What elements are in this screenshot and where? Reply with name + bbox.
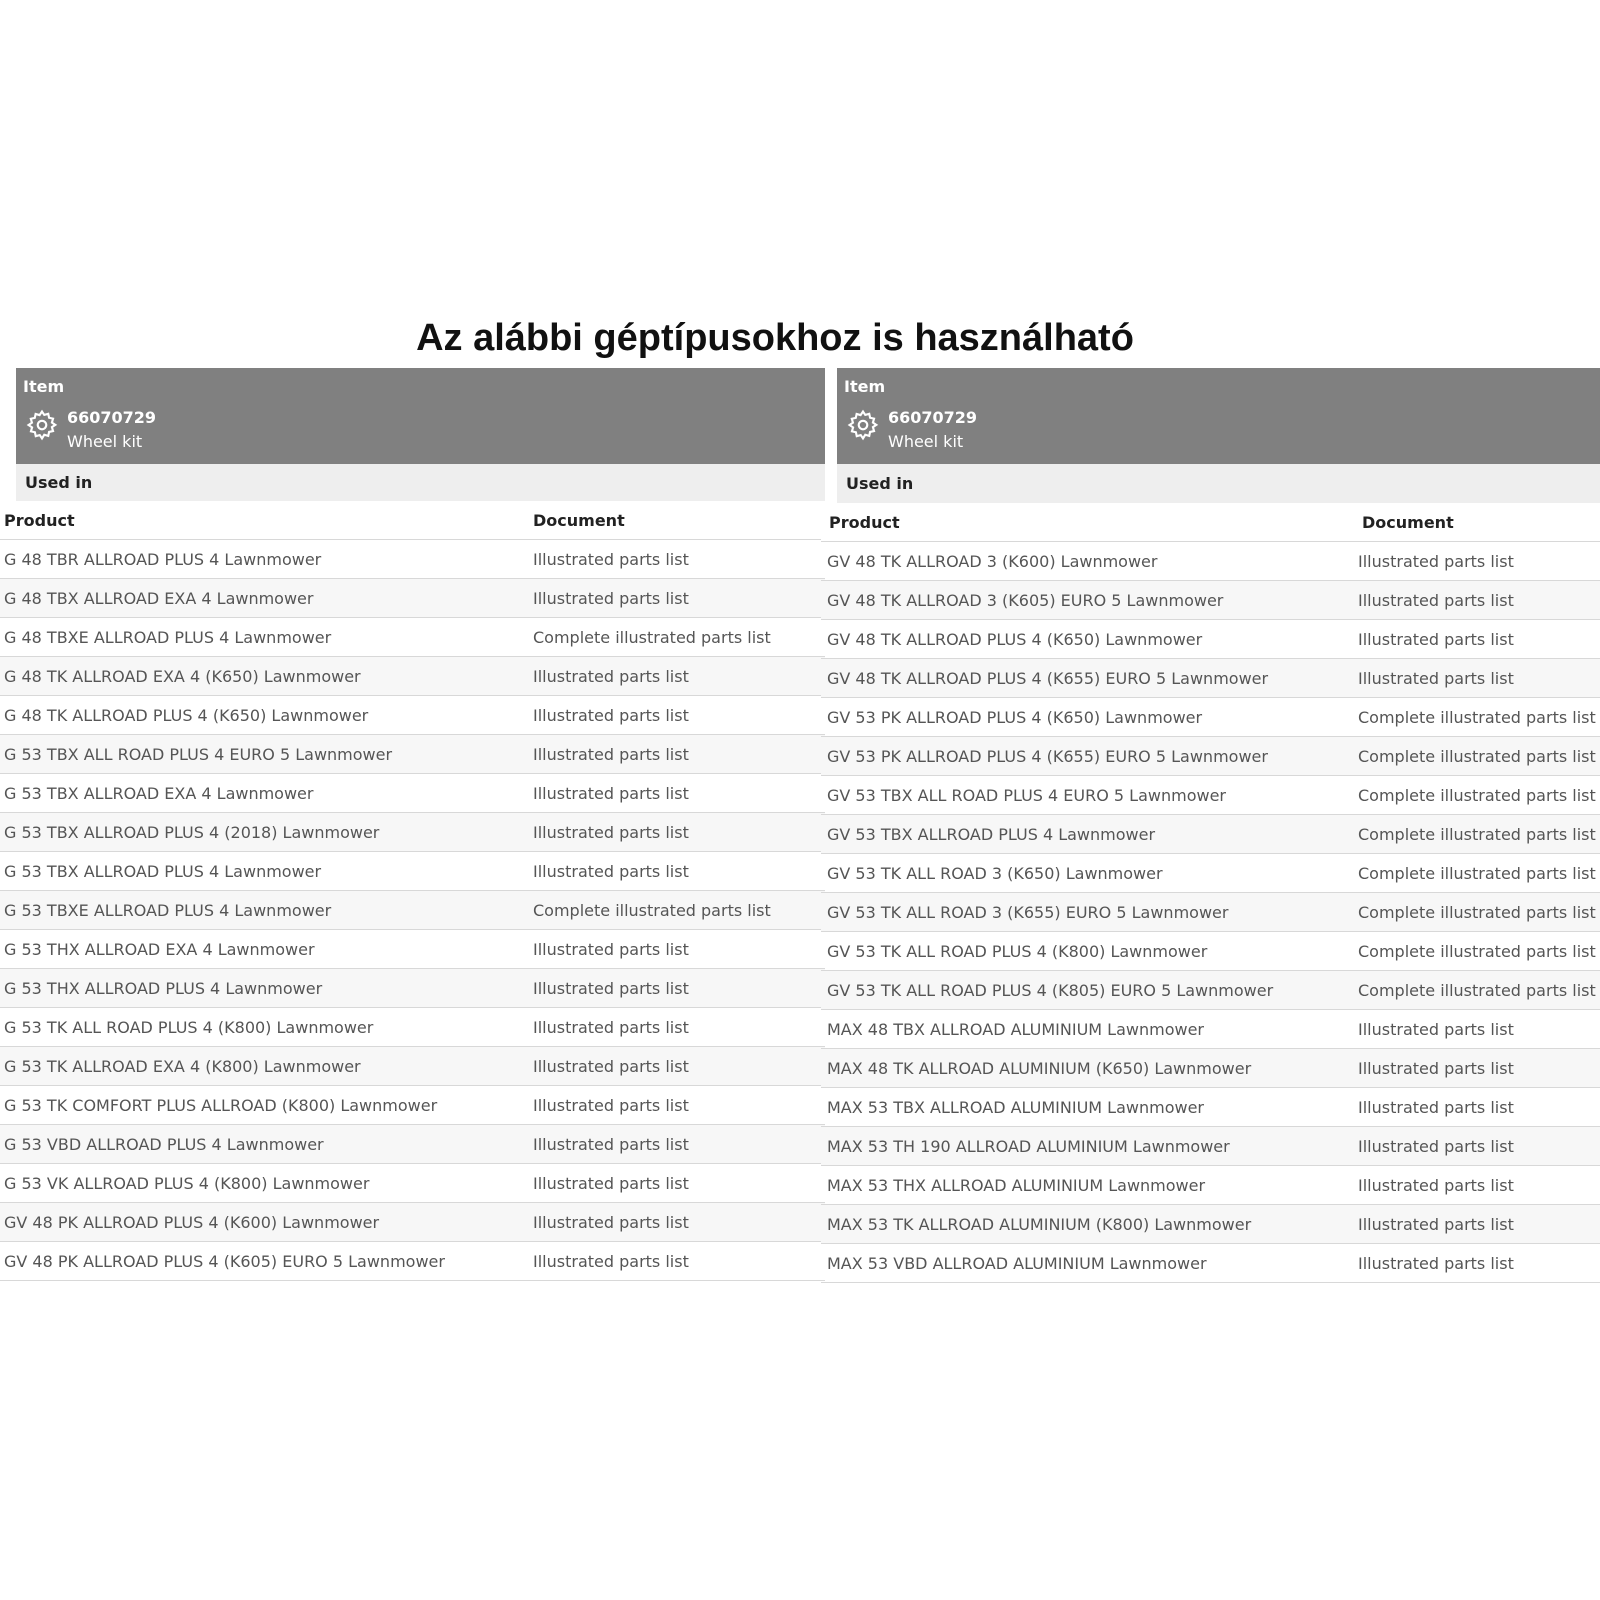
used-in-heading: Used in	[16, 464, 825, 501]
document-link[interactable]: Complete illustrated parts list	[1354, 893, 1600, 932]
document-link[interactable]: Illustrated parts list	[529, 657, 825, 696]
product-link[interactable]: G 53 TBX ALL ROAD PLUS 4 EURO 5 Lawnmower	[0, 735, 529, 774]
item-description: Wheel kit	[67, 432, 143, 451]
used-in-heading: Used in	[837, 464, 1600, 503]
document-link[interactable]: Illustrated parts list	[529, 540, 825, 579]
document-link[interactable]: Illustrated parts list	[1354, 659, 1600, 698]
table-row	[0, 1242, 825, 1281]
item-header	[837, 368, 1600, 464]
product-link[interactable]: G 53 TK ALL ROAD PLUS 4 (K800) Lawnmower	[0, 1008, 529, 1047]
item-header	[16, 368, 825, 464]
document-link[interactable]: Illustrated parts list	[1354, 581, 1600, 620]
product-link[interactable]: GV 53 TBX ALLROAD PLUS 4 Lawnmower	[821, 815, 1354, 854]
document-link[interactable]: Illustrated parts list	[1354, 1205, 1600, 1244]
table-row	[821, 1205, 1600, 1244]
used-in-table	[0, 501, 825, 1281]
document-link[interactable]: Illustrated parts list	[529, 1164, 825, 1203]
table-row	[821, 1127, 1600, 1166]
product-link[interactable]: GV 48 TK ALLROAD 3 (K605) EURO 5 Lawnmower	[821, 581, 1354, 620]
table-row	[821, 893, 1600, 932]
document-link[interactable]: Illustrated parts list	[529, 1047, 825, 1086]
product-link[interactable]: GV 48 TK ALLROAD PLUS 4 (K650) Lawnmower	[821, 620, 1354, 659]
table-row	[821, 815, 1600, 854]
document-link[interactable]: Illustrated parts list	[1354, 1049, 1600, 1088]
document-link[interactable]: Illustrated parts list	[529, 1008, 825, 1047]
gear-icon	[25, 408, 59, 442]
product-link[interactable]: MAX 53 THX ALLROAD ALUMINIUM Lawnmower	[821, 1166, 1354, 1205]
document-link[interactable]: Illustrated parts list	[1354, 1244, 1600, 1283]
product-link[interactable]: GV 53 TK ALL ROAD PLUS 4 (K800) Lawnmower	[821, 932, 1354, 971]
document-link[interactable]: Illustrated parts list	[1354, 1127, 1600, 1166]
item-number: 66070729	[888, 408, 978, 427]
table-row	[0, 657, 825, 696]
document-link[interactable]: Illustrated parts list	[529, 930, 825, 969]
product-link[interactable]: MAX 53 TBX ALLROAD ALUMINIUM Lawnmower	[821, 1088, 1354, 1127]
document-link[interactable]: Illustrated parts list	[1354, 1166, 1600, 1205]
document-link[interactable]: Illustrated parts list	[529, 696, 825, 735]
table-row	[821, 1010, 1600, 1049]
table-row	[821, 776, 1600, 815]
table-row	[0, 735, 825, 774]
table-row	[821, 542, 1600, 581]
page-title: Az alábbi géptípusokhoz is használható	[416, 317, 1134, 359]
document-column-header: Document	[1354, 503, 1600, 542]
document-link[interactable]: Illustrated parts list	[529, 774, 825, 813]
table-row	[0, 1047, 825, 1086]
product-link[interactable]: MAX 53 VBD ALLROAD ALUMINIUM Lawnmower	[821, 1244, 1354, 1283]
table-row	[0, 1203, 825, 1242]
document-link[interactable]: Illustrated parts list	[529, 1203, 825, 1242]
product-link[interactable]: G 48 TK ALLROAD EXA 4 (K650) Lawnmower	[0, 657, 529, 696]
product-link[interactable]: MAX 53 TK ALLROAD ALUMINIUM (K800) Lawnmower	[821, 1205, 1354, 1244]
product-link[interactable]: G 53 VK ALLROAD PLUS 4 (K800) Lawnmower	[0, 1164, 529, 1203]
product-link[interactable]: GV 48 PK ALLROAD PLUS 4 (K600) Lawnmower	[0, 1203, 529, 1242]
product-link[interactable]: GV 48 TK ALLROAD PLUS 4 (K655) EURO 5 Lawnmower	[821, 659, 1354, 698]
table-row	[0, 774, 825, 813]
item-label: Item	[23, 377, 65, 396]
product-link[interactable]: G 48 TBX ALLROAD EXA 4 Lawnmower	[0, 579, 529, 618]
table-row	[0, 540, 825, 579]
table-row	[821, 1049, 1600, 1088]
document-link[interactable]: Illustrated parts list	[529, 1242, 825, 1281]
used-in-panel-left	[0, 368, 825, 1281]
table-row	[0, 579, 825, 618]
table-row	[821, 971, 1600, 1010]
table-row	[0, 618, 825, 657]
table-row	[0, 813, 825, 852]
table-row	[821, 854, 1600, 893]
gear-icon	[846, 408, 880, 442]
document-link[interactable]: Complete illustrated parts list	[1354, 971, 1600, 1010]
product-link[interactable]: G 48 TBR ALLROAD PLUS 4 Lawnmower	[0, 540, 529, 579]
document-link[interactable]: Illustrated parts list	[1354, 620, 1600, 659]
document-link[interactable]: Illustrated parts list	[529, 579, 825, 618]
product-link[interactable]: G 53 TBXE ALLROAD PLUS 4 Lawnmower	[0, 891, 529, 930]
table-row	[821, 581, 1600, 620]
used-in-table	[821, 503, 1600, 1283]
product-link[interactable]: MAX 48 TBX ALLROAD ALUMINIUM Lawnmower	[821, 1010, 1354, 1049]
document-link[interactable]: Complete illustrated parts list	[1354, 815, 1600, 854]
table-row	[821, 932, 1600, 971]
document-link[interactable]: Complete illustrated parts list	[529, 891, 825, 930]
document-link[interactable]: Complete illustrated parts list	[1354, 776, 1600, 815]
document-link[interactable]: Illustrated parts list	[529, 735, 825, 774]
table-row	[0, 696, 825, 735]
product-link[interactable]: GV 53 PK ALLROAD PLUS 4 (K655) EURO 5 Lawnmower	[821, 737, 1354, 776]
document-link[interactable]: Illustrated parts list	[1354, 1088, 1600, 1127]
document-link[interactable]: Illustrated parts list	[1354, 1010, 1600, 1049]
table-row	[821, 698, 1600, 737]
product-link[interactable]: MAX 53 TH 190 ALLROAD ALUMINIUM Lawnmower	[821, 1127, 1354, 1166]
product-link[interactable]: G 48 TBXE ALLROAD PLUS 4 Lawnmower	[0, 618, 529, 657]
product-link[interactable]: G 48 TK ALLROAD PLUS 4 (K650) Lawnmower	[0, 696, 529, 735]
product-link[interactable]: GV 53 TK ALL ROAD PLUS 4 (K805) EURO 5 Lawnmower	[821, 971, 1354, 1010]
product-link[interactable]: G 53 VBD ALLROAD PLUS 4 Lawnmower	[0, 1125, 529, 1164]
used-in-panel-right	[821, 368, 1600, 1283]
table-row	[821, 1088, 1600, 1127]
table-row	[0, 930, 825, 969]
document-link[interactable]: Complete illustrated parts list	[1354, 932, 1600, 971]
document-link[interactable]: Complete illustrated parts list	[1354, 737, 1600, 776]
product-column-header: Product	[821, 503, 1354, 542]
table-row	[821, 1244, 1600, 1283]
product-link[interactable]: G 53 TBX ALLROAD EXA 4 Lawnmower	[0, 774, 529, 813]
item-number: 66070729	[67, 408, 157, 427]
table-row	[821, 620, 1600, 659]
product-link[interactable]: G 53 TBX ALLROAD PLUS 4 Lawnmower	[0, 852, 529, 891]
table-row	[0, 1125, 825, 1164]
table-row	[0, 1008, 825, 1047]
item-description: Wheel kit	[888, 432, 964, 451]
table-row	[821, 1166, 1600, 1205]
document-link[interactable]: Complete illustrated parts list	[1354, 698, 1600, 737]
product-link[interactable]: GV 48 TK ALLROAD 3 (K600) Lawnmower	[821, 542, 1354, 581]
product-column-header: Product	[0, 501, 529, 540]
document-link[interactable]: Illustrated parts list	[529, 1125, 825, 1164]
table-row	[821, 659, 1600, 698]
document-link[interactable]: Illustrated parts list	[529, 969, 825, 1008]
table-row	[0, 891, 825, 930]
table-row	[821, 737, 1600, 776]
document-link[interactable]: Illustrated parts list	[529, 813, 825, 852]
product-link[interactable]: MAX 48 TK ALLROAD ALUMINIUM (K650) Lawnmower	[821, 1049, 1354, 1088]
product-link[interactable]: G 53 TK ALLROAD EXA 4 (K800) Lawnmower	[0, 1047, 529, 1086]
product-link[interactable]: G 53 TK COMFORT PLUS ALLROAD (K800) Lawnmower	[0, 1086, 529, 1125]
product-link[interactable]: G 53 TBX ALLROAD PLUS 4 (2018) Lawnmower	[0, 813, 529, 852]
item-label: Item	[844, 377, 886, 396]
document-link[interactable]: Illustrated parts list	[529, 852, 825, 891]
table-body	[0, 540, 825, 1281]
product-link[interactable]: GV 53 TBX ALL ROAD PLUS 4 EURO 5 Lawnmower	[821, 776, 1354, 815]
table-row	[0, 1086, 825, 1125]
document-column-header: Document	[529, 501, 825, 540]
product-link[interactable]: GV 53 PK ALLROAD PLUS 4 (K650) Lawnmower	[821, 698, 1354, 737]
document-link[interactable]: Illustrated parts list	[1354, 542, 1600, 581]
product-link[interactable]: GV 53 TK ALL ROAD 3 (K650) Lawnmower	[821, 854, 1354, 893]
document-link[interactable]: Illustrated parts list	[529, 1086, 825, 1125]
table-row	[0, 852, 825, 891]
table-row	[0, 1164, 825, 1203]
document-link[interactable]: Complete illustrated parts list	[529, 618, 825, 657]
table-body	[821, 542, 1600, 1283]
product-link[interactable]: G 53 THX ALLROAD PLUS 4 Lawnmower	[0, 969, 529, 1008]
product-link[interactable]: G 53 THX ALLROAD EXA 4 Lawnmower	[0, 930, 529, 969]
table-row	[0, 969, 825, 1008]
document-link[interactable]: Complete illustrated parts list	[1354, 854, 1600, 893]
product-link[interactable]: GV 53 TK ALL ROAD 3 (K655) EURO 5 Lawnmower	[821, 893, 1354, 932]
product-link[interactable]: GV 48 PK ALLROAD PLUS 4 (K605) EURO 5 Lawnmower	[0, 1242, 529, 1281]
